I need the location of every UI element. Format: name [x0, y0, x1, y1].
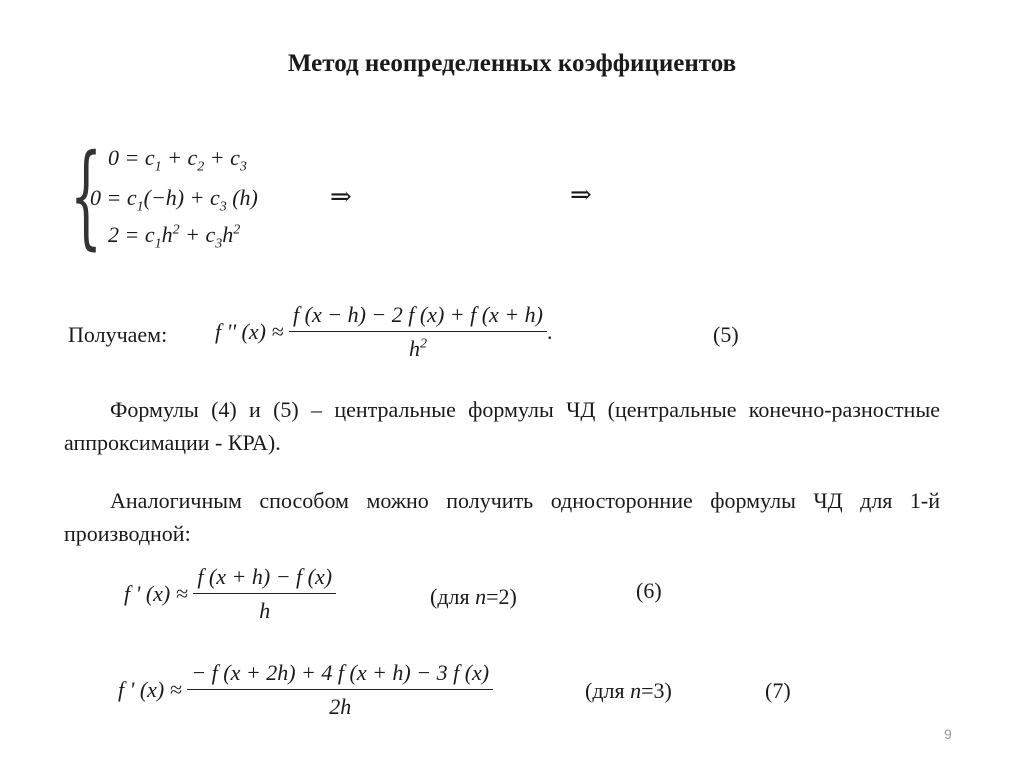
system-equation-2: $0 = c_1(-h) + c_3$ (h) — [90, 185, 258, 215]
formula7-denominator: 2h — [329, 694, 352, 719]
formula5: f '' (x) ≈ $\frac{f (x - h) - 2 f (x) + f (x + h)}{h^2}$ . — [215, 302, 553, 361]
formula7 — [118, 660, 493, 720]
slide-title: Метод неопределенных коэффициентов — [287, 50, 737, 77]
formula5-lhs: f '' (x) ≈ — [215, 319, 284, 344]
formula7-fraction — [187, 660, 493, 720]
implies-arrow-2: ⇒ — [570, 180, 592, 209]
formula6-note: (для n=2) — [430, 584, 517, 609]
formula5-denominator: $h^2$ — [409, 336, 427, 361]
formula7-lhs: f ' (x) ≈ — [118, 677, 182, 702]
formula6 — [124, 564, 336, 624]
implies-arrow-1: ⇒ — [330, 182, 352, 211]
formula7-numerator: − f (x + 2h) + 4 f (x + h) − 3 f (x) — [187, 660, 493, 690]
paragraph-one-sided: Аналогичным способом можно получить односторонние формулы ЧД для 1-й производной: — [64, 488, 940, 546]
formula6-numerator: f (x + h) − f (x) — [193, 564, 336, 594]
formula5-fraction — [289, 302, 547, 362]
formula6-number: (6) — [636, 578, 662, 603]
paragraph-central-formulas: Формулы (4) и (5) – центральные формулы ЧД (центральные конечно-разностные аппроксимации - КРА). — [64, 397, 940, 455]
formula7-note: (для n=3) — [585, 678, 672, 703]
left-brace: { — [70, 131, 103, 261]
system-equation-1: $0 = c_1 + c_2 + c_3$ — [108, 145, 247, 175]
system-equation-3: $2 = c_1h^2 + c_3h^2$ — [108, 222, 241, 252]
formula5-numerator: f (x − h) − 2 f (x) + f (x + h) — [289, 302, 547, 332]
page-number: 9 — [944, 726, 952, 742]
formula5-number: (5) — [713, 322, 739, 347]
formula7-number: (7) — [765, 678, 791, 703]
formula6-denominator: h — [259, 598, 271, 623]
formula5-label: Получаем: — [68, 322, 168, 347]
formula6-lhs: f ' (x) ≈ — [124, 581, 188, 606]
formula6-fraction — [193, 564, 336, 624]
